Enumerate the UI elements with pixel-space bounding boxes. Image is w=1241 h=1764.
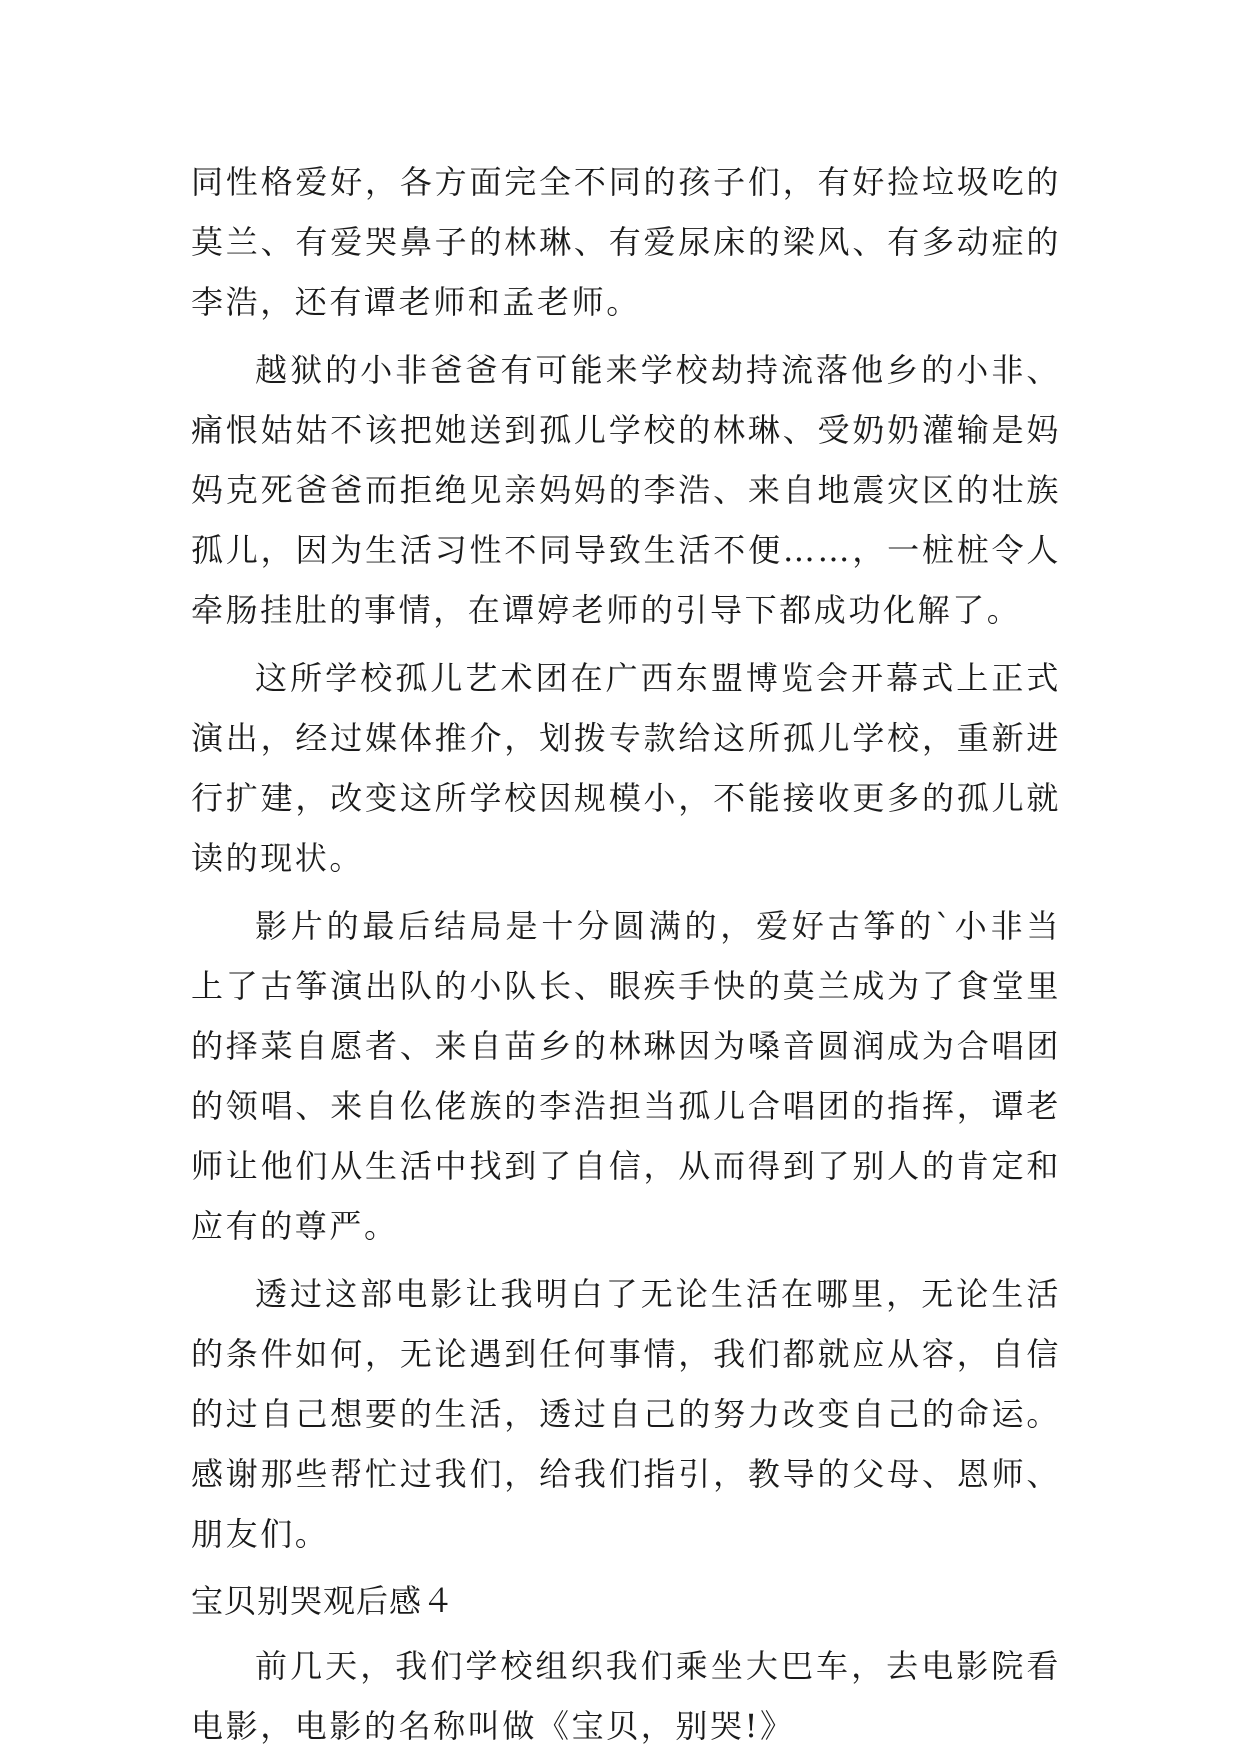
document-body — [191, 152, 1061, 1764]
paragraph: 透过这部电影让我明白了无论生活在哪里，无论生活的条件如何，无论遇到任何事情，我们都就应从容，自信的过自己想要的生活，透过自己的努力改变自己的命运。感谢那些帮忙过我们，给我们指引，教导的父母、恩师、朋友们。 — [191, 1275, 1061, 1553]
paragraph: 越狱的小非爸爸有可能来学校劫持流落他乡的小非、痛恨姑姑不该把她送到孤儿学校的林琳、受奶奶灌输是妈妈克死爸爸而拒绝见亲妈妈的李浩、来自地震灾区的壮族孤儿，因为生活习性不同导致生活不便……，一桩桩令人牵肠挂肚的事情，在谭婷老师的引导下都成功化解了。 — [191, 351, 1061, 629]
paragraph-continuation: 同性格爱好，各方面完全不同的孩子们，有好捡垃圾吃的莫兰、有爱哭鼻子的林琳、有爱尿床的梁风、有多动症的李浩，还有谭老师和孟老师。 — [191, 163, 1061, 321]
section-heading: 宝贝别哭观后感４ — [191, 1582, 456, 1620]
paragraph: 影片的最后结局是十分圆满的，爱好古筝的`小非当上了古筝演出队的小队长、眼疾手快的莫兰成为了食堂里的择菜自愿者、来自苗乡的林琳因为嗓音圆润成为合唱团的领唱、来自仫佬族的李浩担当孤儿合唱团的指挥，谭老师让他们从生活中找到了自信，从而得到了别人的肯定和应有的尊严。 — [191, 907, 1061, 1245]
paragraph: 这所学校孤儿艺术团在广西东盟博览会开幕式上正式演出，经过媒体推介，划拨专款给这所孤儿学校，重新进行扩建，改变这所学校因规模小，不能接收更多的孤儿就读的现状。 — [191, 659, 1061, 877]
paragraph: 前几天，我们学校组织我们乘坐大巴车，去电影院看电影，电影的名称叫做《宝贝，别哭!》 — [191, 1647, 1061, 1745]
